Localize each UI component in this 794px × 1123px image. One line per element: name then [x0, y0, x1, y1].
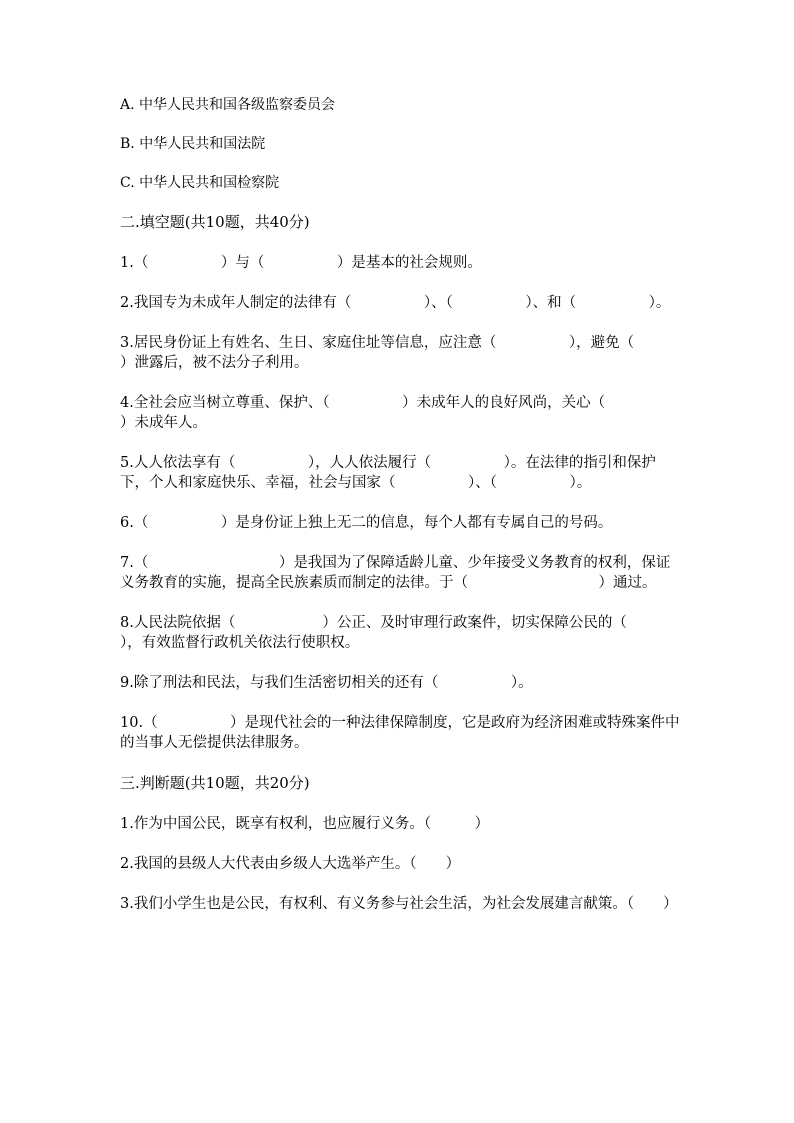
question-text: 居民身份证上有姓名、生日、家庭住址等信息，应注意（ ），避免（ ）泄露后，被不法分子利用。	[120, 335, 707, 371]
fill-question-7	[120, 553, 680, 593]
judge-question-1	[120, 814, 680, 834]
question-number: 6.	[120, 515, 134, 531]
question-number: 1.	[120, 816, 134, 832]
fill-question-1	[120, 253, 680, 273]
fill-question-2	[120, 293, 680, 313]
question-text: 作为中国公民，既享有权利，也应履行义务。（ ）	[133, 816, 490, 832]
worksheet-page	[120, 95, 714, 934]
judge-question-2	[120, 854, 680, 874]
fill-question-5	[120, 453, 680, 493]
question-text: （ ）是身份证上独上无二的信息，每个人都有专属自己的号码。	[133, 515, 613, 531]
choice-options	[120, 95, 680, 193]
question-text: （ ）是我国为了保障适龄儿童、少年接受义务教育的权利，保证义务教育的实施，提高全民族素质而制定的法律。于（ ）通过。	[120, 555, 671, 591]
fill-question-6	[120, 513, 680, 533]
fill-question-10	[120, 713, 680, 753]
fill-section-title: 二.填空题(共10题，共40分)	[120, 213, 310, 231]
judge-questions	[120, 814, 680, 914]
fill-question-3	[120, 333, 707, 373]
question-number: 10.	[120, 715, 144, 731]
option-a: A. 中华人民共和国各级监察委员会	[120, 97, 336, 113]
question-text: 人民法院依据（ ）公正、及时审理行政案件，切实保障公民的（ ），有效监督行政机关依法行使职权。	[120, 615, 714, 651]
judge-question-3	[120, 894, 680, 914]
question-number: 9.	[120, 675, 134, 691]
question-text: 我国专为未成年人制定的法律有（ ）、（ ）、和（ ）。	[133, 295, 671, 311]
question-number: 8.	[120, 615, 134, 631]
question-number: 4.	[120, 395, 134, 411]
question-text: （ ）与（ ）是基本的社会规则。	[133, 255, 482, 271]
judge-section-title: 三.判断题(共10题，共20分)	[120, 774, 310, 792]
question-number: 2.	[120, 856, 134, 872]
fill-question-9	[120, 673, 680, 693]
question-number: 3.	[120, 896, 134, 912]
question-number: 1.	[120, 255, 134, 271]
question-text: 除了刑法和民法，与我们生活密切相关的还有（ ）。	[133, 675, 533, 691]
question-number: 2.	[120, 295, 134, 311]
question-number: 5.	[120, 455, 134, 471]
question-number: 7.	[120, 555, 134, 571]
option-c: C. 中华人民共和国检察院	[120, 175, 280, 191]
question-text: 我国的县级人大代表由乡级人大选举产生。（ ）	[133, 856, 461, 872]
question-text: 我们小学生也是公民，有权利、有义务参与社会生活，为社会发展建言献策。（ ）	[133, 896, 678, 912]
fill-question-8	[120, 613, 714, 653]
fill-question-4	[120, 393, 680, 433]
question-text: （ ）是现代社会的一种法律保障制度，它是政府为经济困难或特殊案件中的当事人无偿提供法律服务。	[120, 715, 680, 751]
option-b: B. 中华人民共和国法院	[120, 136, 266, 152]
fill-questions	[120, 253, 714, 753]
question-number: 3.	[120, 335, 134, 351]
question-text: 人人依法享有（ ），人人依法履行（ ）。在法律的指引和保护下，个人和家庭快乐、幸福，社会与国家（ ）、（ ）。	[120, 455, 656, 491]
question-text: 全社会应当树立尊重、保护、（ ）未成年人的良好风尚，关心（ ）未成年人。	[120, 395, 678, 431]
